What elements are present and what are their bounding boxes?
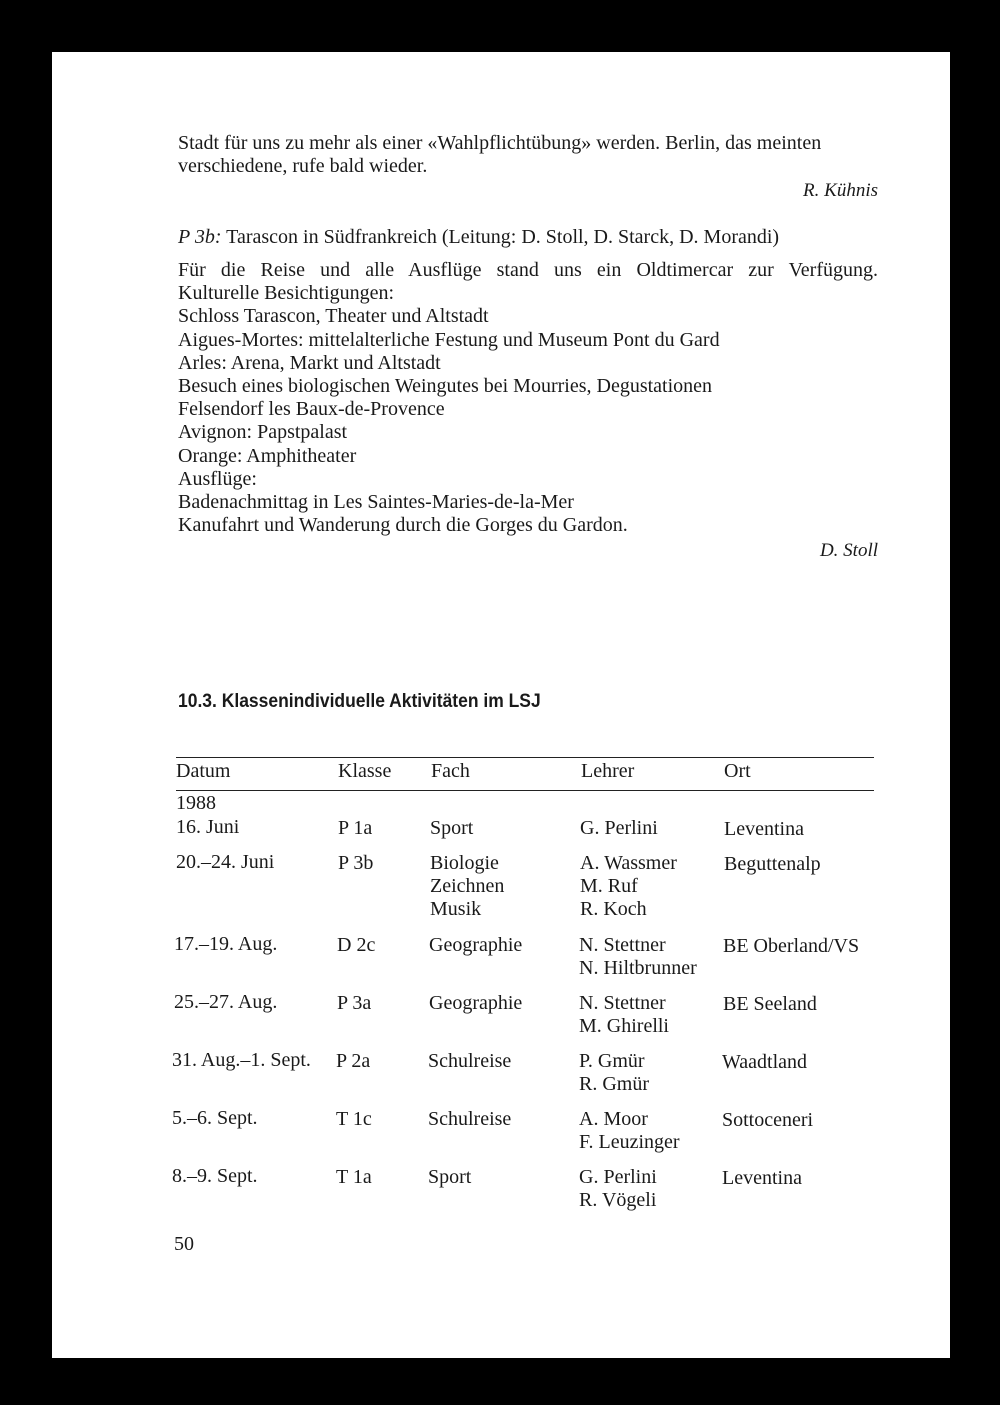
cell-lehrer: N. Hiltbrunner — [579, 957, 697, 979]
cell-klasse: P 2a — [336, 1050, 371, 1072]
header-fach: Fach — [431, 760, 470, 782]
cell-lehrer: G. Perlini — [579, 1166, 657, 1188]
cell-lehrer: R. Koch — [580, 898, 647, 920]
cell-ort: Sottoceneri — [722, 1109, 814, 1131]
cell-ort: Leventina — [722, 1167, 802, 1189]
cell-klasse: D 2c — [337, 934, 376, 956]
section-title: 10.3. Klassenindividuelle Aktivitäten im LSJ — [178, 691, 541, 712]
cell-ort: Waadtland — [722, 1051, 808, 1073]
signature-stoll: D. Stoll — [819, 540, 878, 561]
table-year: 1988 — [176, 792, 216, 814]
cell-datum: 8.–9. Sept. — [172, 1165, 258, 1187]
p3b-line: Ausflüge: — [178, 467, 257, 490]
p3b-line: Badenachmittag in Les Saintes-Maries-de-la-Mer — [178, 491, 574, 514]
cell-datum: 16. Juni — [176, 816, 240, 838]
cell-lehrer: P. Gmür — [579, 1050, 645, 1072]
signature-kuehnis: R. Kühnis — [803, 180, 878, 201]
cell-datum: 20.–24. Juni — [176, 851, 275, 873]
cell-datum: 25.–27. Aug. — [174, 991, 278, 1013]
cell-lehrer: G. Perlini — [580, 817, 658, 839]
table-header-rule — [176, 790, 874, 791]
cell-lehrer: R. Vögeli — [579, 1189, 657, 1211]
header-klasse: Klasse — [338, 760, 392, 782]
p3b-body — [178, 259, 878, 537]
cell-fach: Musik — [430, 898, 482, 920]
p3b-line: Aigues-Mortes: mittelalterliche Festung und Museum Pont du Gard — [178, 328, 720, 351]
cell-ort: Leventina — [724, 818, 804, 840]
cell-lehrer: M. Ruf — [580, 875, 638, 897]
cell-lehrer: M. Ghirelli — [579, 1015, 669, 1037]
cell-lehrer: F. Leuzinger — [579, 1131, 680, 1153]
cell-klasse: T 1c — [336, 1108, 372, 1130]
cell-fach: Biologie — [430, 852, 499, 874]
cell-lehrer: N. Stettner — [579, 934, 666, 956]
cell-lehrer: N. Stettner — [579, 992, 666, 1014]
cell-ort: Beguttenalp — [724, 853, 821, 875]
p3b-line: Kulturelle Besichtigungen: — [178, 282, 395, 305]
cell-fach: Sport — [428, 1166, 472, 1188]
cell-datum: 31. Aug.–1. Sept. — [172, 1049, 311, 1071]
intro-line: verschiedene, rufe bald wieder. — [178, 155, 428, 177]
p3b-line: Felsendorf les Baux-de-Provence — [178, 398, 445, 421]
cell-fach: Schulreise — [428, 1108, 512, 1130]
cell-fach: Zeichnen — [430, 875, 505, 897]
cell-fach: Geographie — [429, 934, 523, 956]
cell-lehrer: A. Moor — [579, 1108, 648, 1130]
p3b-line: Besuch eines biologischen Weingutes bei Mourries, Degustationen — [178, 375, 713, 398]
cell-datum: 5.–6. Sept. — [172, 1107, 258, 1129]
p3b-line: Kanufahrt und Wanderung durch die Gorges du Gardon. — [178, 514, 628, 537]
header-ort: Ort — [724, 760, 751, 782]
p3b-line: Arles: Arena, Markt und Altstadt — [178, 351, 441, 374]
p3b-heading — [178, 226, 779, 249]
cell-klasse: P 3b — [338, 852, 374, 874]
cell-klasse: P 3a — [337, 992, 372, 1014]
cell-fach: Sport — [430, 817, 474, 839]
p3b-line: Avignon: Papstpalast — [178, 421, 348, 444]
table-top-rule — [176, 757, 874, 758]
cell-lehrer: A. Wassmer — [580, 852, 677, 874]
p3b-label: P 3b: — [178, 226, 222, 248]
cell-klasse: P 1a — [338, 817, 373, 839]
document-page — [52, 52, 950, 1358]
intro-paragraph — [178, 132, 878, 178]
page-number: 50 — [174, 1233, 194, 1255]
cell-fach: Schulreise — [428, 1050, 512, 1072]
intro-line: Stadt für uns zu mehr als einer «Wahlpflichtübung» werden. Berlin, das meinten — [178, 132, 822, 154]
cell-fach: Geographie — [429, 992, 523, 1014]
header-datum: Datum — [176, 760, 231, 782]
p3b-line: Für die Reise und alle Ausflüge stand uns ein Oldtimercar zur Verfügung. — [178, 259, 878, 281]
cell-datum: 17.–19. Aug. — [174, 933, 278, 955]
p3b-line: Schloss Tarascon, Theater und Altstadt — [178, 305, 489, 328]
cell-lehrer: R. Gmür — [579, 1073, 649, 1095]
cell-klasse: T 1a — [336, 1166, 372, 1188]
cell-ort: BE Seeland — [723, 993, 817, 1015]
cell-ort: BE Oberland/VS — [723, 935, 860, 957]
p3b-title: Tarascon in Südfrankreich (Leitung: D. Stoll, D. Starck, D. Morandi) — [226, 226, 780, 248]
header-lehrer: Lehrer — [581, 760, 635, 782]
p3b-line: Orange: Amphitheater — [178, 444, 357, 467]
